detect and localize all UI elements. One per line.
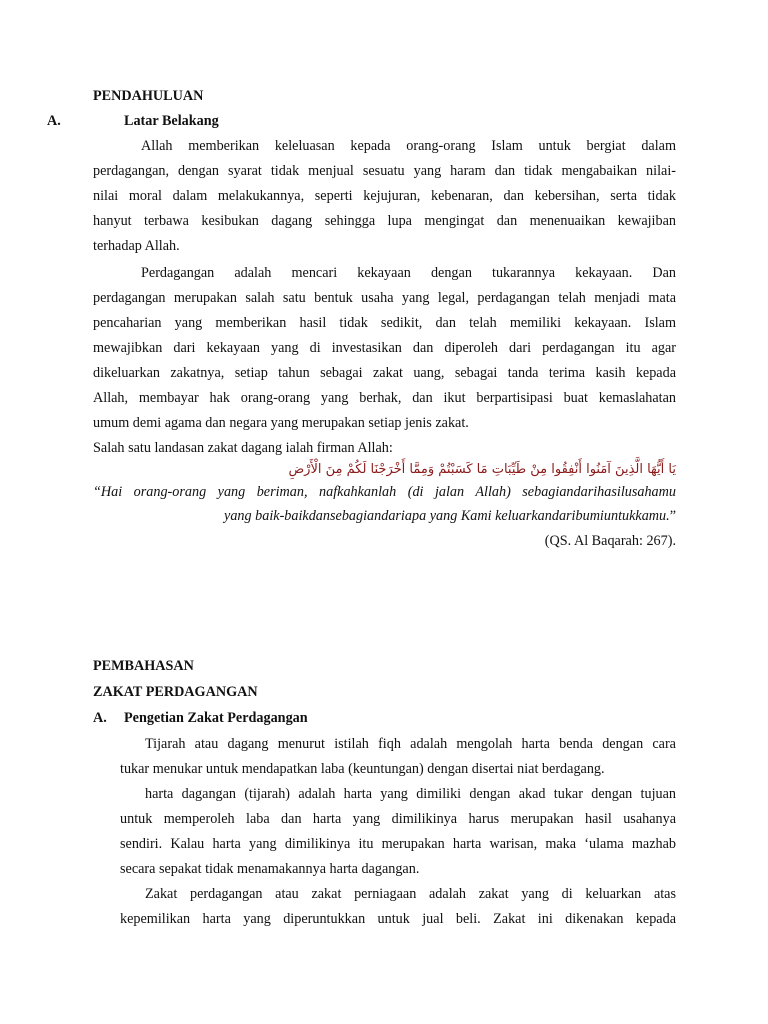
close-quote: ”: [669, 508, 676, 524]
text-line: pencaharian yang memberikan hasil tidak sedikit, dan telah memiliki kekayaan. Islam: [93, 315, 676, 331]
quran-intro-text: Salah satu landasan zakat dagang ialah firman Allah:: [93, 440, 393, 456]
text-line: Allah memberikan keleluasan kepada orang-orang Islam untuk bergiat dalam: [141, 138, 676, 154]
text-line: secara sepakat tidak menamakannya harta dagangan.: [120, 861, 420, 877]
text-line: terhadap Allah.: [93, 238, 180, 254]
text-line: tukar menukar untuk mendapatkan laba (keuntungan) dengan disertai niat berdagang.: [120, 761, 605, 777]
text-line: Perdagangan adalah mencari kekayaan dengan tukarannya kekayaan. Dan: [141, 265, 676, 281]
text-line: hanyut terbawa kesibukan dagang sehingga lupa mengingat dan menenuaikan kewajiban: [93, 213, 676, 229]
subsection-title-pengetian: Pengetian Zakat Perdagangan: [124, 710, 308, 726]
text-line: sendiri. Kalau harta yang dimilikinya itu merupakan harta warisan, maka ‘ulama mazhab: [120, 836, 676, 852]
translation-line-2: [224, 508, 676, 525]
text-line: perdagangan, dengan syarat tidak menjual sesuatu yang haram dan tidak mengabaikan nilai-: [93, 163, 676, 179]
subsection-title-latar-belakang: Latar Belakang: [124, 113, 219, 129]
text-line: umum demi agama dan negara yang merupakan setiap jenis zakat.: [93, 415, 469, 431]
text-line: nilai moral dalam melakukannya, seperti kejujuran, kebenaran, dan kebersihan, serta tidak: [93, 188, 676, 204]
text-line: Zakat perdagangan atau zakat perniagaan adalah zakat yang di keluarkan atas: [145, 886, 676, 902]
text-line: Allah, membayar hak orang-orang yang berhak, dan ikut berpartisipasi buat kemaslahatan: [93, 390, 676, 406]
arabic-verse: يَا أَيُّهَا الَّذِينَ آمَنُوا أَنْفِقُوا مِنْ طَيِّبَاتِ مَا كَسَبْتُمْ وَمِمَّا أَخْرَجْنَا لَكُمْ مِنَ الْأَرْضِ: [288, 462, 676, 477]
section-heading-pendahuluan: PENDAHULUAN: [93, 88, 204, 104]
subsection-letter: A.: [93, 710, 107, 726]
citation: (QS. Al Baqarah: 267).: [544, 533, 676, 549]
subheading-zakat-perdagangan: ZAKAT PERDAGANGAN: [93, 684, 258, 700]
section-heading-pembahasan: PEMBAHASAN: [93, 658, 194, 674]
text-line: perdagangan merupakan salah satu bentuk usaha yang legal, perdagangan telah menjadi mata: [93, 290, 676, 306]
text-line: mewajibkan dari kekayaan yang di investasikan dan diperoleh dari perdagangan itu agar: [93, 340, 676, 356]
text-line: dikeluarkan zakatnya, setiap tahun sebagai zakat uang, sebagai tanda terima kasih kepada: [93, 365, 676, 381]
subsection-letter: A.: [47, 113, 61, 129]
text-line: harta dagangan (tijarah) adalah harta yang dimiliki dengan akad tukar dengan tujuan: [145, 786, 676, 802]
text-line: kepemilikan harta yang diperuntukkan untuk jual beli. Zakat ini dikenakan kepada: [120, 911, 676, 927]
text-line: Tijarah atau dagang menurut istilah fiqh adalah mengolah harta benda dengan cara: [145, 736, 676, 752]
translation-line-1: “Hai orang-orang yang beriman, nafkahkanlah (di jalan Allah) sebagiandarihasilusahamu: [93, 484, 676, 500]
translation-line-2-text: yang baik-baikdansebagiandariapa yang Kami keluarkandaribumiuntukkamu.: [224, 508, 670, 524]
text-line: untuk memperoleh laba dan harta yang dimilikinya harus merupakan hasil usahanya: [120, 811, 676, 827]
